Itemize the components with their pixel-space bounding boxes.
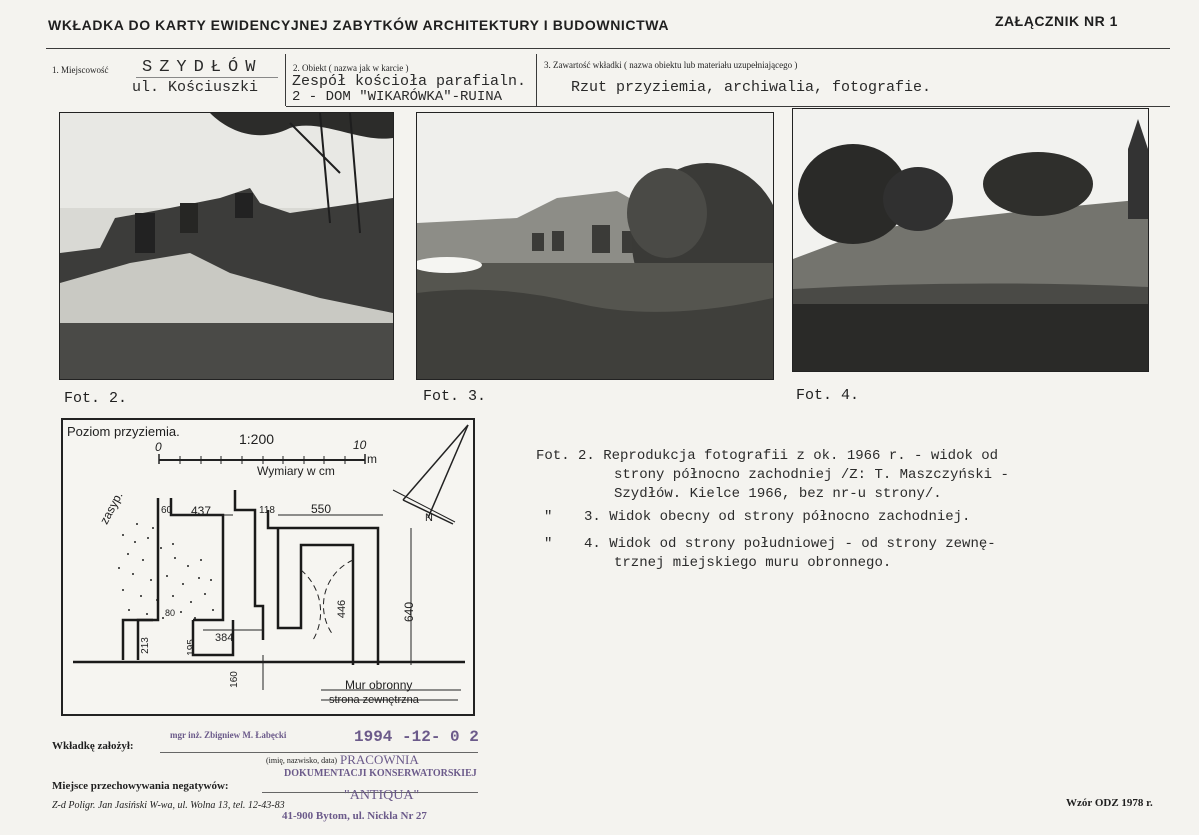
desc-fot-4-line-1: 4. Widok od strony południowej - od strony zewnę- <box>584 536 996 552</box>
wall-label: Mur obronny <box>345 678 413 692</box>
dim-60: 60 <box>161 505 173 516</box>
ditto-mark-1: " <box>544 509 553 525</box>
scale-start: 0 <box>155 440 162 454</box>
caption-fot-4: Fot. 4. <box>796 387 860 404</box>
dim-446: 446 <box>336 599 349 619</box>
dim-118: 118 <box>259 505 275 516</box>
founded-value: mgr inż. Zbigniew M. Łabęcki <box>170 730 287 740</box>
printer-note: Z-d Poligr. Jan Jasiński W-wa, ul. Wolna 13, tel. 12-43-83 <box>52 800 285 811</box>
founded-underline <box>160 752 478 753</box>
stamp-line-4: 41-900 Bytom, ul. Nickla Nr 27 <box>282 810 427 822</box>
scale-unit: m <box>367 452 377 466</box>
content-value: Rzut przyziemia, archiwalia, fotografie. <box>571 79 932 96</box>
floor-plan <box>61 418 475 716</box>
scale-end: 10 <box>353 438 367 452</box>
negatives-label: Miejsce przechowywania negatywów: <box>52 780 229 792</box>
stamp-line-2: DOKUMENTACJI KONSERWATORSKIEJ <box>284 768 477 779</box>
dim-80: 80 <box>165 608 176 618</box>
caption-fot-2: Fot. 2. <box>64 390 128 407</box>
photo-fot-3 <box>416 112 774 380</box>
fill-label: zasyp. <box>97 489 126 527</box>
ditto-mark-2: " <box>544 536 553 552</box>
name-note: (imię, nazwisko, data) <box>266 756 338 765</box>
object-label: 2. Obiekt ( nazwa jak w karcie ) <box>293 63 409 73</box>
dim-550: 550 <box>311 502 332 516</box>
document-title: WKŁADKA DO KARTY EWIDENCYJNEJ ZABYTKÓW ARCHITEKTURY I BUDOWNICTWA <box>48 17 670 33</box>
locality-underline <box>136 77 278 78</box>
dim-195: 195 <box>185 639 197 656</box>
dim-384: 384 <box>215 632 234 644</box>
object-line-1: Zespół kościoła parafialn. <box>292 73 527 90</box>
desc-fot-2-line-3: Szydłów. Kielce 1966, bez nr-u strony/. <box>614 486 942 502</box>
dim-213: 213 <box>139 637 151 654</box>
locality-label: 1. Miejscowość <box>52 65 109 75</box>
founded-label: Wkładkę założył: <box>52 740 134 752</box>
dims-note: Wymiary w cm <box>257 464 335 478</box>
caption-fot-3: Fot. 3. <box>423 388 487 405</box>
field-divider-2 <box>536 54 537 106</box>
street-value: ul. Kościuszki <box>132 79 259 96</box>
content-label: 3. Zawartość wkładki ( nazwa obiektu lub materiału uzupełniającego ) <box>544 60 798 70</box>
form-number: Wzór ODZ 1978 r. <box>1066 797 1153 809</box>
header-rule <box>46 48 1170 49</box>
desc-fot-2-line-1: Fot. 2. Reprodukcja fotografii z ok. 1966 r. - widok od <box>536 448 999 464</box>
field-divider-1 <box>285 54 286 106</box>
dim-160: 160 <box>228 671 240 688</box>
desc-fot-3: 3. Widok obecny od strony północno zachodniej. <box>584 509 971 525</box>
object-line-2: 2 - DOM "WIKARÓWKA"-RUINA <box>292 89 503 105</box>
photo-fot-4 <box>792 108 1149 372</box>
photo-fot-2 <box>59 112 394 380</box>
north-label: N <box>425 512 433 524</box>
desc-fot-2-line-2: strony północno zachodniej /Z: T. Maszczyński - <box>614 467 1009 483</box>
wall-side: strona zewnętrzna <box>329 694 419 706</box>
dim-437: 437 <box>191 504 212 518</box>
desc-fot-4-line-2: trznej miejskiego muru obronnego. <box>614 555 892 571</box>
attachment-number: ZAŁĄCZNIK NR 1 <box>995 13 1118 29</box>
stamp-date: 1994 -12- 0 2 <box>354 728 479 746</box>
stamp-line-1: PRACOWNIA <box>340 752 419 767</box>
dim-640: 640 <box>402 601 417 623</box>
plan-scale: 1:200 <box>239 431 275 447</box>
plan-title: Poziom przyziemia. <box>67 424 180 439</box>
locality-value: SZYDŁÓW <box>142 58 263 77</box>
stamp-line-3: "ANTIQUA" <box>344 788 420 803</box>
fields-rule <box>286 106 1170 107</box>
